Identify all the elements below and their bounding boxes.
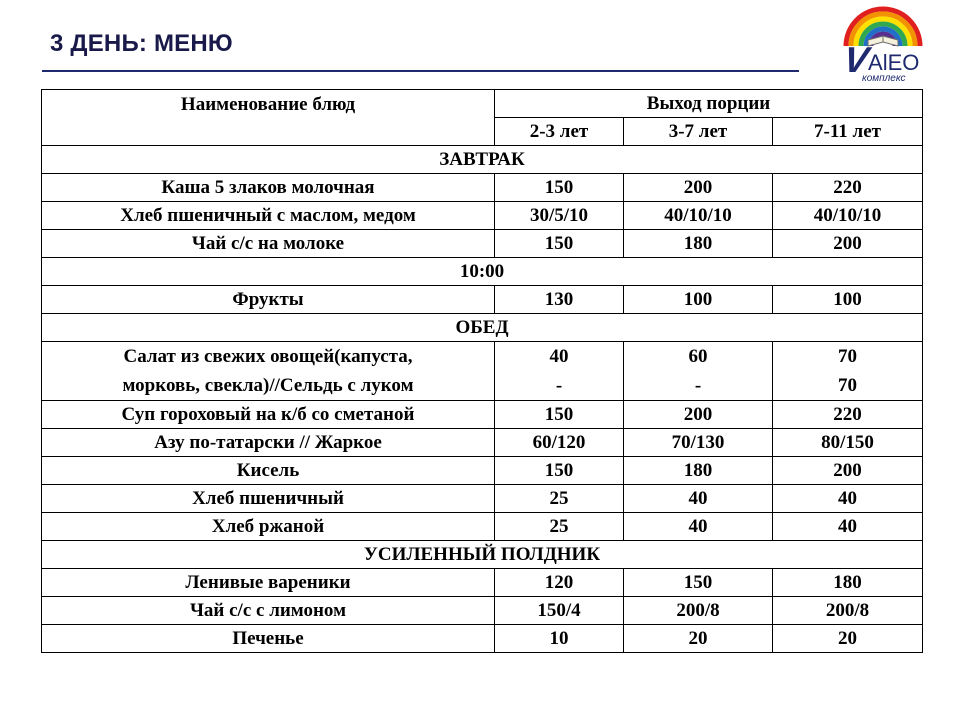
portion-value: 70 (838, 375, 858, 396)
portion-cell: 200/8 (624, 597, 773, 625)
portion-cell: 150/4 (495, 597, 624, 625)
dish-row (42, 342, 923, 401)
section-row (42, 146, 923, 174)
dish-name: Кисель (42, 457, 495, 485)
dish-name: Ленивые вареники (42, 569, 495, 597)
portion-cell: 80/150 (773, 429, 923, 457)
dish-name: Суп гороховый на к/б со сметаной (42, 401, 495, 429)
dish-row (42, 202, 923, 230)
dish-row (42, 174, 923, 202)
dish-name: Чай с/с на молоке (42, 230, 495, 258)
portion-value: - (694, 375, 702, 396)
section-title: ЗАВТРАК (42, 146, 923, 174)
header-portion: Выход порции (495, 90, 923, 118)
dish-name: Хлеб ржаной (42, 513, 495, 541)
portion-cell: 70/130 (624, 429, 773, 457)
section-title: ОБЕД (42, 314, 923, 342)
portion-cell: 40/10/10 (773, 202, 923, 230)
portion-value: 40 (549, 346, 569, 367)
portion-cell: 200 (624, 401, 773, 429)
portion-cell: 200 (773, 457, 923, 485)
portion-value: 70 (838, 346, 858, 367)
dish-row (42, 513, 923, 541)
dish-row (42, 230, 923, 258)
portion-value: - (555, 375, 563, 396)
dish-row (42, 457, 923, 485)
portion-cell (495, 342, 624, 401)
title-underline (42, 70, 799, 72)
header-age-3-7: 3-7 лет (624, 118, 773, 146)
portion-cell (624, 342, 773, 401)
dish-row (42, 401, 923, 429)
section-title: УСИЛЕННЫЙ ПОЛДНИК (42, 541, 923, 569)
header-age-7-11: 7-11 лет (773, 118, 923, 146)
portion-cell: 200 (773, 230, 923, 258)
page-title: 3 ДЕНЬ: МЕНЮ (50, 30, 233, 57)
portion-cell: 100 (773, 286, 923, 314)
portion-cell: 200 (624, 174, 773, 202)
portion-cell: 150 (495, 230, 624, 258)
dish-name-line: морковь, свекла)//Сельдь с луком (122, 375, 414, 396)
portion-cell: 25 (495, 485, 624, 513)
dish-name: Хлеб пшеничный с маслом, медом (42, 202, 495, 230)
portion-cell: 25 (495, 513, 624, 541)
portion-cell: 30/5/10 (495, 202, 624, 230)
header-dish-name: Наименование блюд (42, 90, 495, 146)
header-row (42, 90, 923, 118)
portion-cell: 120 (495, 569, 624, 597)
portion-cell: 180 (624, 230, 773, 258)
portion-cell: 180 (624, 457, 773, 485)
portion-cell: 200/8 (773, 597, 923, 625)
portion-cell: 150 (624, 569, 773, 597)
section-row (42, 258, 923, 286)
section-row (42, 541, 923, 569)
section-title: 10:00 (42, 258, 923, 286)
dish-row (42, 485, 923, 513)
dish-name: Азу по-татарски // Жаркое (42, 429, 495, 457)
dish-row (42, 286, 923, 314)
portion-cell: 40/10/10 (624, 202, 773, 230)
portion-cell: 180 (773, 569, 923, 597)
logo-wordmark: VAlEO (841, 39, 920, 80)
portion-cell: 40 (773, 485, 923, 513)
portion-cell (773, 342, 923, 401)
dish-name: Хлеб пшеничный (42, 485, 495, 513)
portion-cell: 130 (495, 286, 624, 314)
portion-cell: 220 (773, 401, 923, 429)
logo-subtitle: комплекс (862, 73, 906, 84)
portion-value: 60 (688, 346, 708, 367)
dish-name: Печенье (42, 625, 495, 653)
portion-cell: 40 (624, 513, 773, 541)
dish-name: Чай с/с с лимоном (42, 597, 495, 625)
portion-cell: 20 (624, 625, 773, 653)
dish-row (42, 569, 923, 597)
menu-table (41, 89, 923, 653)
portion-cell: 40 (773, 513, 923, 541)
portion-cell: 20 (773, 625, 923, 653)
dish-row (42, 625, 923, 653)
dish-name (42, 342, 495, 401)
portion-cell: 150 (495, 457, 624, 485)
header-age-2-3: 2-3 лет (495, 118, 624, 146)
portion-cell: 40 (624, 485, 773, 513)
section-row (42, 314, 923, 342)
dish-row (42, 429, 923, 457)
dish-name-line: Салат из свежих овощей(капуста, (123, 346, 413, 367)
dish-name: Фрукты (42, 286, 495, 314)
portion-cell: 100 (624, 286, 773, 314)
portion-cell: 220 (773, 174, 923, 202)
dish-name: Каша 5 злаков молочная (42, 174, 495, 202)
dish-row (42, 597, 923, 625)
portion-cell: 150 (495, 401, 624, 429)
portion-cell: 60/120 (495, 429, 624, 457)
portion-cell: 10 (495, 625, 624, 653)
portion-cell: 150 (495, 174, 624, 202)
